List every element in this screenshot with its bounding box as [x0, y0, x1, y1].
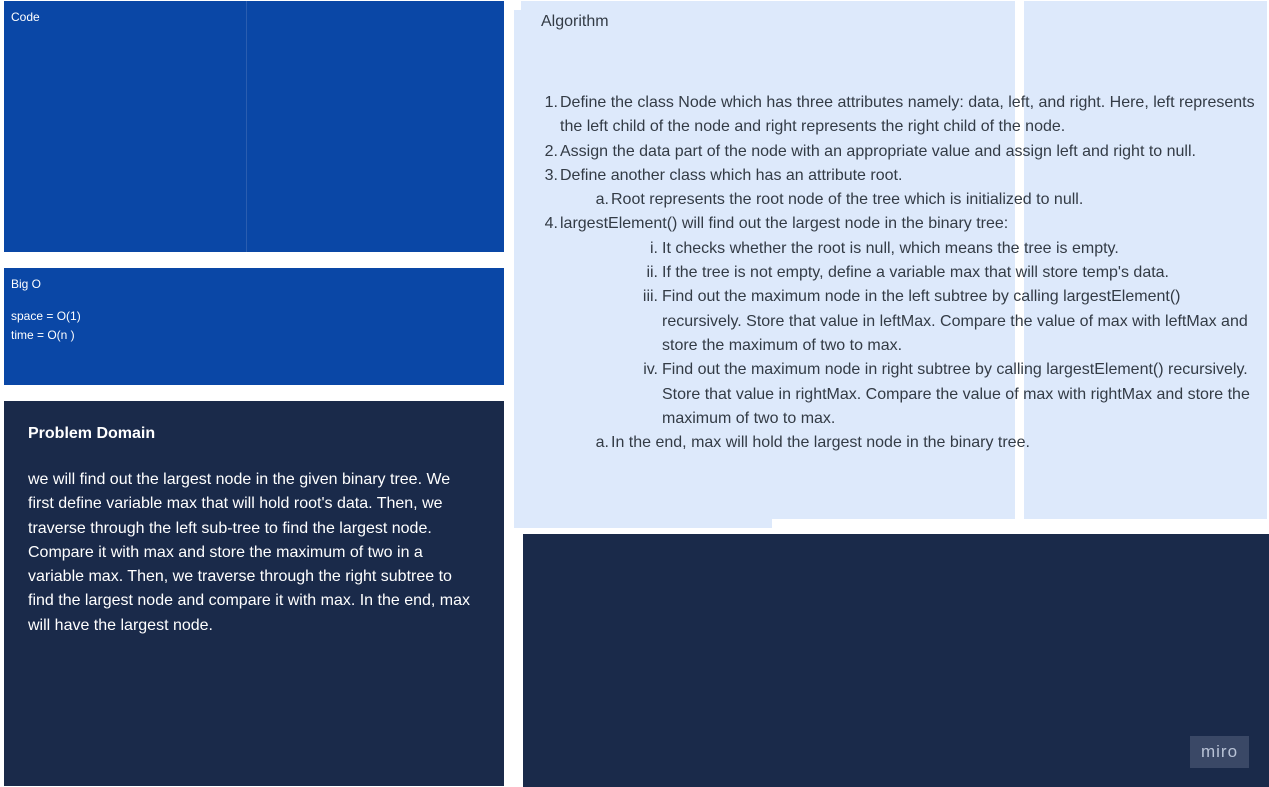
step-text: Find out the maximum node in right subtree by calling largestElement() recursively. Store that value in rightMax. Compare the value of max with rightMax and store the maximum of two to max.	[662, 361, 1250, 427]
step-text: Assign the data part of the node with an appropriate value and assign left and right to null.	[560, 142, 1196, 160]
step-number: 2.	[544, 142, 558, 160]
algorithm-substep	[541, 188, 1261, 212]
big-o-title: Big O	[11, 277, 42, 291]
step-number: a.	[595, 191, 609, 209]
step-text: Define another class which has an attribute root.	[560, 166, 903, 184]
problem-domain-title: Problem Domain	[28, 425, 156, 442]
step-text: Define the class Node which has three attributes namely: data, left, and right. Here, left represents the left child of the node and right represents the right child of the node.	[560, 94, 1255, 136]
problem-domain-panel[interactable]	[4, 401, 504, 786]
algorithm-substep	[541, 261, 1261, 285]
step-text: If the tree is not empty, define a variable max that will store temp's data.	[662, 264, 1169, 282]
code-panel[interactable]	[4, 1, 504, 252]
algorithm-title: Algorithm	[541, 13, 609, 30]
time-complexity: time = O(n )	[11, 328, 75, 342]
big-o-panel[interactable]	[4, 268, 504, 385]
algorithm-substep	[541, 285, 1261, 358]
algorithm-step	[541, 140, 1261, 164]
step-number: 1.	[544, 94, 558, 111]
code-panel-divider	[246, 1, 247, 252]
step-number: a.	[595, 434, 609, 452]
algorithm-substep	[541, 358, 1261, 431]
step-number: 4.	[544, 215, 558, 233]
step-number: ii.	[646, 264, 658, 282]
algorithm-step	[541, 212, 1261, 236]
step-number: iii.	[642, 288, 658, 306]
algorithm-step	[541, 91, 1261, 140]
step-text: largestElement() will find out the largest node in the binary tree:	[560, 215, 1009, 233]
algorithm-substep	[541, 431, 1261, 455]
step-number: iv.	[643, 361, 658, 379]
step-text: In the end, max will hold the largest node in the binary tree.	[611, 434, 1030, 452]
step-text: Find out the maximum node in the left subtree by calling largestElement() recursively. Store that value in leftMax. Compare the value of max with leftMax and store the maximum of two to max.	[662, 288, 1248, 354]
code-panel-title: Code	[11, 10, 40, 24]
step-text: It checks whether the root is null, which means the tree is empty.	[662, 239, 1119, 257]
step-text: Root represents the root node of the tree which is initialized to null.	[611, 191, 1084, 209]
miro-logo[interactable]: miro	[1190, 736, 1249, 768]
algorithm-steps	[541, 91, 1261, 455]
step-number: i.	[650, 239, 658, 257]
algorithm-step	[541, 164, 1261, 188]
problem-domain-body: we will find out the largest node in the given binary tree. We first define variable max that will hold root's data. Then, we traverse through the left sub-tree to find the largest node. Compare it with max and store the maximum of two in a variable max. Then, we traverse through the right subtree to find the largest node and compare it with max. In the end, max will have the largest node.	[28, 471, 471, 634]
step-number: 3.	[544, 166, 558, 184]
empty-dark-panel[interactable]	[523, 534, 1269, 787]
algorithm-substep	[541, 237, 1261, 261]
space-complexity: space = O(1)	[11, 309, 81, 323]
